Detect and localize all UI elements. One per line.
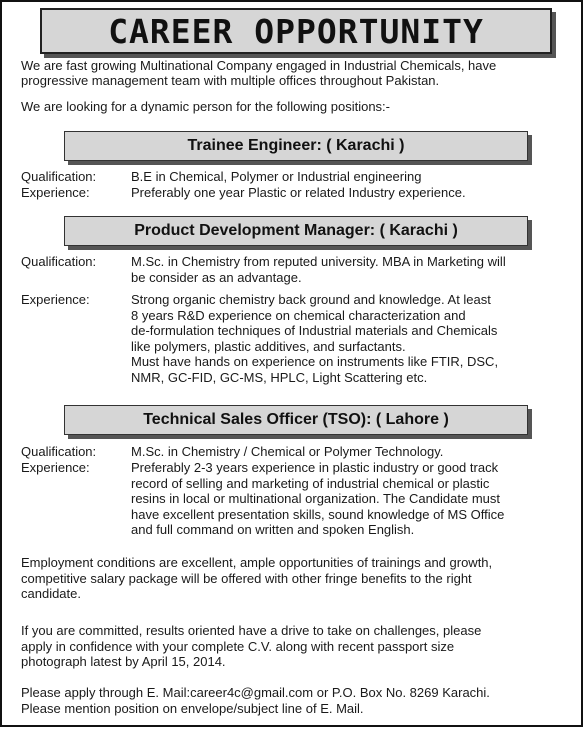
experience-text: Preferably one year Plastic or related Industry experience. (131, 185, 466, 200)
commitment-line: apply in confidence with your complete C.V. along with recent passport size (21, 638, 455, 654)
conditions-line: competitive salary package will be offered with other fringe benefits to the right (21, 570, 472, 586)
qualification-text: B.E in Chemical, Polymer or Industrial engineering (131, 169, 422, 184)
position-heading-technical-sales-officer: Technical Sales Officer (TSO): ( Lahore ) (64, 405, 528, 435)
experience-text: Strong organic chemistry back ground and knowledge. At least (131, 292, 491, 307)
page-title: CAREER OPPORTUNITY (108, 11, 484, 51)
apply-line: Please mention position on envelope/subject line of E. Mail. (21, 700, 364, 716)
intro-line-1: We are fast growing Multinational Company engaged in Industrial Chemicals, have (21, 58, 497, 73)
qualification-label: Qualification: (21, 254, 97, 269)
experience-text: have excellent presentation skills, sound knowledge of MS Office (131, 506, 505, 522)
position-heading-product-development-manager: Product Development Manager: ( Karachi ) (64, 216, 528, 246)
apply-line: Please apply through E. Mail:career4c@gmail.com or P.O. Box No. 8269 Karachi. (21, 685, 490, 700)
qualification-text: be consider as an advantage. (131, 269, 302, 285)
qualification-label: Qualification: (21, 444, 97, 459)
experience-text: 8 years R&D experience on chemical characterization and (131, 307, 466, 323)
experience-text: resins in local or multinational organization. The Candidate must (131, 491, 501, 506)
qualification-label: Qualification: (21, 169, 97, 184)
experience-label: Experience: (21, 185, 90, 200)
experience-text: record of selling and marketing of industrial chemical or plastic (131, 475, 490, 491)
commitment-line: photograph latest by April 15, 2014. (21, 654, 226, 669)
intro-line-2: progressive management team with multiple offices throughout Pakistan. (21, 73, 440, 88)
commitment-line: If you are committed, results oriented have a drive to take on challenges, please (21, 623, 482, 638)
qualification-text: M.Sc. in Chemistry / Chemical or Polymer Technology. (131, 444, 444, 459)
experience-label: Experience: (21, 292, 90, 307)
conditions-line: Employment conditions are excellent, ample opportunities of trainings and growth, (21, 555, 493, 570)
experience-text: Must have hands on experience on instruments like FTIR, DSC, (131, 354, 499, 369)
title-banner (40, 8, 552, 54)
conditions-line: candidate. (21, 586, 81, 601)
intro-line-3: We are looking for a dynamic person for the following positions:- (21, 99, 391, 114)
position-heading-trainee-engineer: Trainee Engineer: ( Karachi ) (64, 131, 528, 161)
experience-text: de-formulation techniques of Industrial materials and Chemicals (131, 323, 498, 338)
experience-text: NMR, GC-FID, GC-MS, HPLC, Light Scattering etc. (131, 369, 428, 385)
qualification-text: M.Sc. in Chemistry from reputed university. MBA in Marketing will (131, 254, 506, 269)
experience-text: Preferably 2-3 years experience in plastic industry or good track (131, 460, 499, 475)
experience-text: and full command on written and spoken English. (131, 522, 415, 537)
experience-label: Experience: (21, 460, 90, 475)
experience-text: like polymers, plastic additives, and surfactants. (131, 338, 406, 354)
